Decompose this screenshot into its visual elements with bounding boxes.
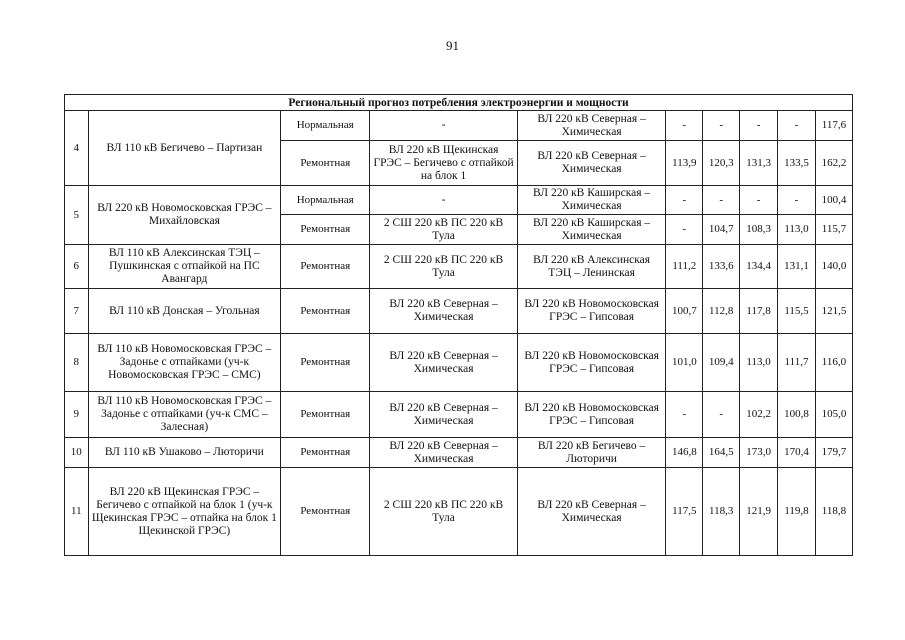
row-number: 7 (65, 289, 89, 334)
mode-cell: Нормальная (281, 111, 370, 141)
value-cell: 133,6 (703, 245, 740, 289)
page-number: 91 (446, 38, 459, 53)
line-name: ВЛ 110 кВ Новомосковская ГРЭС – Задонье с отпайками (уч-к СМС – Залесная) (88, 392, 281, 438)
value-cell: 120,3 (703, 141, 740, 186)
table-row (65, 392, 853, 438)
table-title-row (65, 95, 853, 111)
row-number: 10 (65, 438, 89, 468)
value-cell: 113,9 (666, 141, 703, 186)
value-cell: 109,4 (703, 334, 740, 392)
controlled-element: ВЛ 220 кВ Новомосковская ГРЭС – Гипсовая (517, 334, 666, 392)
value-cell: - (778, 111, 816, 141)
value-cell: 131,3 (740, 141, 778, 186)
disconnected-element: ВЛ 220 кВ Северная – Химическая (370, 334, 518, 392)
disconnected-element: 2 СШ 220 кВ ПС 220 кВ Тула (370, 215, 518, 245)
value-cell: 140,0 (815, 245, 852, 289)
value-cell: - (703, 186, 740, 215)
mode-cell: Ремонтная (281, 468, 370, 556)
value-cell: 118,3 (703, 468, 740, 556)
disconnected-element: 2 СШ 220 кВ ПС 220 кВ Тула (370, 468, 518, 556)
value-cell: 116,0 (815, 334, 852, 392)
value-cell: 121,5 (815, 289, 852, 334)
value-cell: 173,0 (740, 438, 778, 468)
mode-cell: Ремонтная (281, 245, 370, 289)
value-cell: - (703, 392, 740, 438)
value-cell: - (778, 186, 816, 215)
value-cell: 113,0 (740, 334, 778, 392)
line-name: ВЛ 110 кВ Ушаково – Люторичи (88, 438, 281, 468)
disconnected-element: ВЛ 220 кВ Северная – Химическая (370, 438, 518, 468)
row-number: 11 (65, 468, 89, 556)
mode-cell: Ремонтная (281, 289, 370, 334)
value-cell: 100,4 (815, 186, 852, 215)
controlled-element: ВЛ 220 кВ Новомосковская ГРЭС – Гипсовая (517, 289, 666, 334)
value-cell: 115,7 (815, 215, 852, 245)
disconnected-element: ВЛ 220 кВ Северная – Химическая (370, 392, 518, 438)
controlled-element: ВЛ 220 кВ Северная – Химическая (517, 111, 666, 141)
value-cell: 112,8 (703, 289, 740, 334)
value-cell: 102,2 (740, 392, 778, 438)
disconnected-element: - (370, 111, 518, 141)
line-name: ВЛ 220 кВ Щекинская ГРЭС – Бегичево с отпайкой на блок 1 (уч-к Щекинская ГРЭС – отпайка на блок 1 Щекинской ГРЭС) (88, 468, 281, 556)
value-cell: 179,7 (815, 438, 852, 468)
row-number: 8 (65, 334, 89, 392)
line-name: ВЛ 110 кВ Алексинская ТЭЦ – Пушкинская с отпайкой на ПС Авангард (88, 245, 281, 289)
value-cell: 111,7 (778, 334, 816, 392)
table-row (65, 186, 853, 215)
value-cell: 164,5 (703, 438, 740, 468)
row-number: 5 (65, 186, 89, 245)
table-row (65, 468, 853, 556)
value-cell: 111,2 (666, 245, 703, 289)
controlled-element: ВЛ 220 кВ Каширская – Химическая (517, 186, 666, 215)
value-cell: 113,0 (778, 215, 816, 245)
row-number: 6 (65, 245, 89, 289)
mode-cell: Ремонтная (281, 141, 370, 186)
value-cell: 134,4 (740, 245, 778, 289)
line-name: ВЛ 110 кВ Донская – Угольная (88, 289, 281, 334)
value-cell: 117,6 (815, 111, 852, 141)
table-title: Региональный прогноз потребления электроэнергии и мощности (65, 95, 853, 111)
mode-cell: Нормальная (281, 186, 370, 215)
value-cell: - (666, 215, 703, 245)
value-cell: 118,8 (815, 468, 852, 556)
table-row (65, 111, 853, 141)
table-row (65, 245, 853, 289)
mode-cell: Ремонтная (281, 334, 370, 392)
controlled-element: ВЛ 220 кВ Алексинская ТЭЦ – Ленинская (517, 245, 666, 289)
controlled-element: ВЛ 220 кВ Северная – Химическая (517, 141, 666, 186)
mode-cell: Ремонтная (281, 215, 370, 245)
value-cell: - (666, 392, 703, 438)
table-row (65, 289, 853, 334)
value-cell: - (666, 186, 703, 215)
value-cell: 121,9 (740, 468, 778, 556)
value-cell: 131,1 (778, 245, 816, 289)
controlled-element: ВЛ 220 кВ Новомосковская ГРЭС – Гипсовая (517, 392, 666, 438)
value-cell: 117,5 (666, 468, 703, 556)
value-cell: - (740, 111, 778, 141)
line-name: ВЛ 110 кВ Бегичево – Партизан (88, 111, 281, 186)
value-cell: 119,8 (778, 468, 816, 556)
value-cell: 117,8 (740, 289, 778, 334)
mode-cell: Ремонтная (281, 392, 370, 438)
table-row (65, 438, 853, 468)
value-cell: - (703, 111, 740, 141)
disconnected-element: ВЛ 220 кВ Северная – Химическая (370, 289, 518, 334)
disconnected-element: - (370, 186, 518, 215)
value-cell: 105,0 (815, 392, 852, 438)
row-number: 4 (65, 111, 89, 186)
value-cell: 100,8 (778, 392, 816, 438)
disconnected-element: ВЛ 220 кВ Щекинская ГРЭС – Бегичево с отпайкой на блок 1 (370, 141, 518, 186)
row-number: 9 (65, 392, 89, 438)
value-cell: 101,0 (666, 334, 703, 392)
value-cell: 100,7 (666, 289, 703, 334)
controlled-element: ВЛ 220 кВ Северная – Химическая (517, 468, 666, 556)
mode-cell: Ремонтная (281, 438, 370, 468)
value-cell: - (666, 111, 703, 141)
value-cell: 115,5 (778, 289, 816, 334)
disconnected-element: 2 СШ 220 кВ ПС 220 кВ Тула (370, 245, 518, 289)
value-cell: 162,2 (815, 141, 852, 186)
line-name: ВЛ 110 кВ Новомосковская ГРЭС – Задонье с отпайками (уч-к Новомосковская ГРЭС – СМС) (88, 334, 281, 392)
controlled-element: ВЛ 220 кВ Бегичево – Люторичи (517, 438, 666, 468)
value-cell: - (740, 186, 778, 215)
value-cell: 108,3 (740, 215, 778, 245)
value-cell: 104,7 (703, 215, 740, 245)
forecast-table (64, 94, 853, 556)
controlled-element: ВЛ 220 кВ Каширская – Химическая (517, 215, 666, 245)
table-row (65, 334, 853, 392)
value-cell: 170,4 (778, 438, 816, 468)
line-name: ВЛ 220 кВ Новомосковская ГРЭС – Михайловская (88, 186, 281, 245)
value-cell: 133,5 (778, 141, 816, 186)
value-cell: 146,8 (666, 438, 703, 468)
